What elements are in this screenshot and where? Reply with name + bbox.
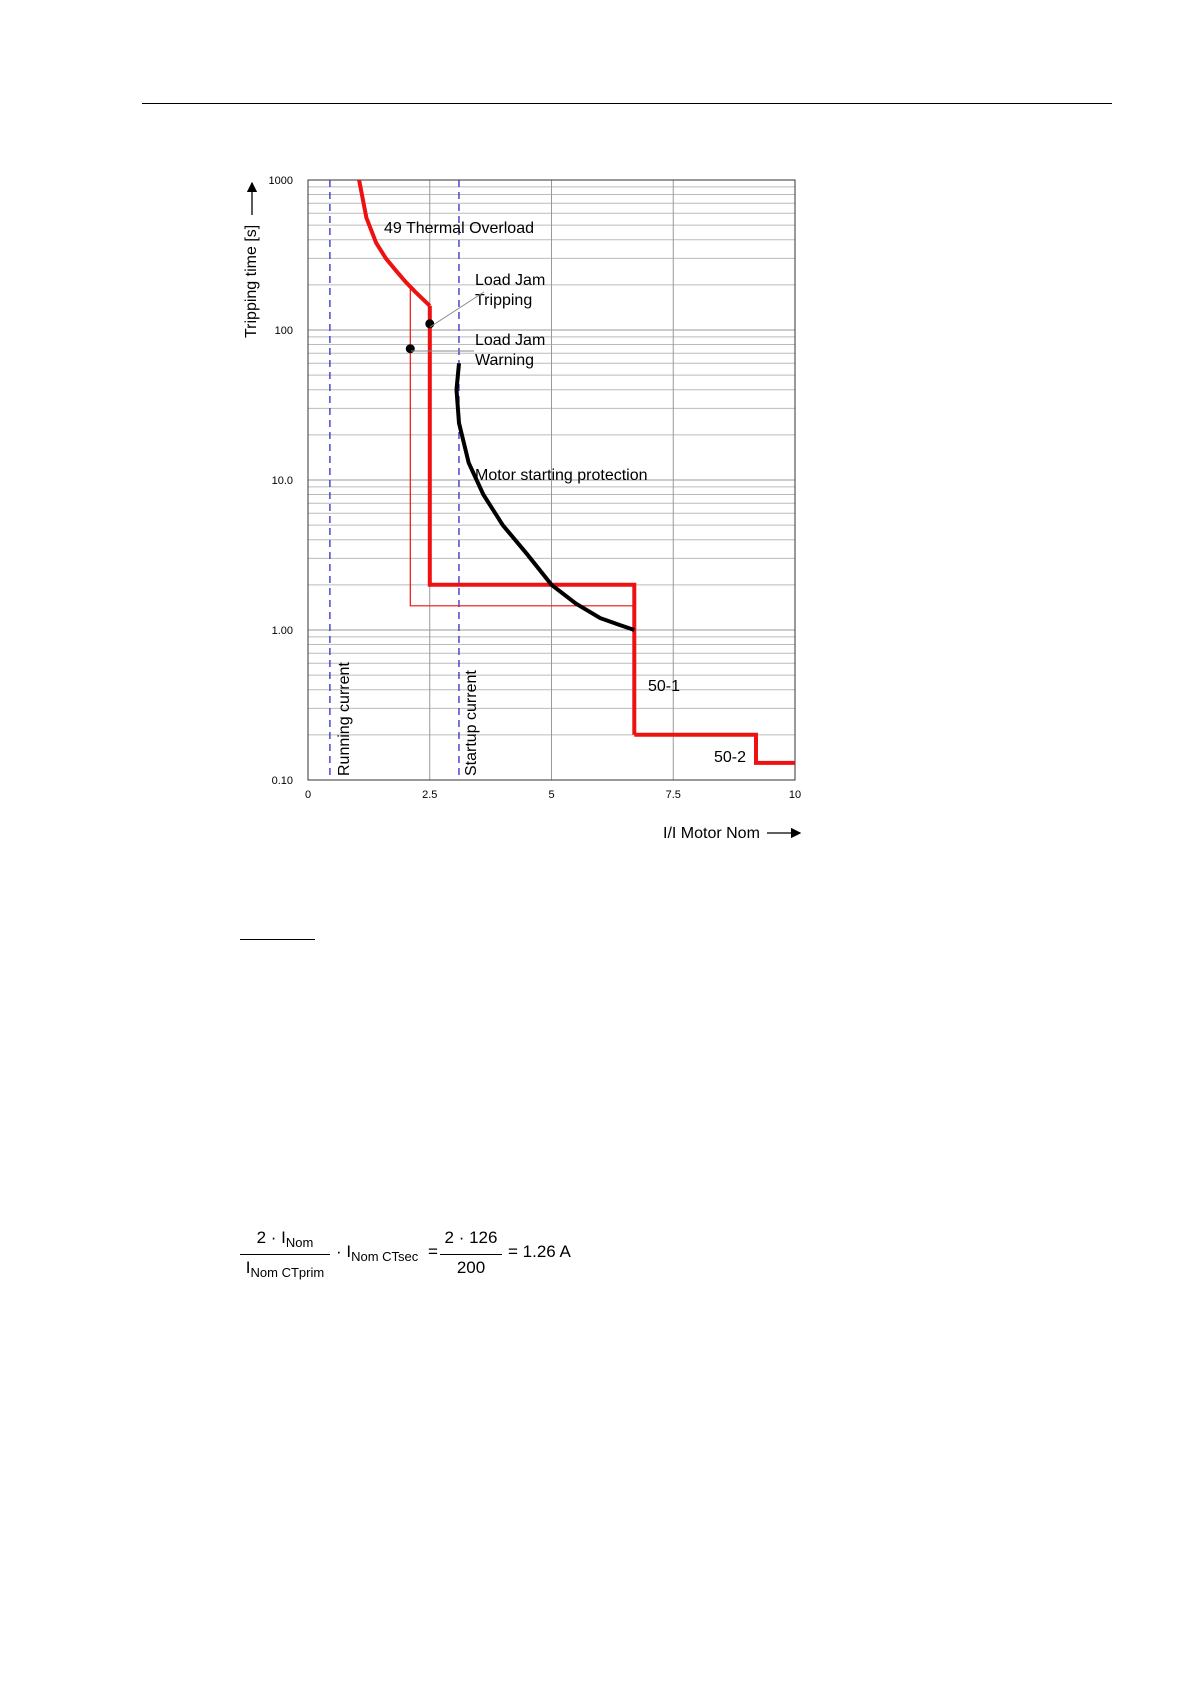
series-line-50-1 <box>430 306 635 735</box>
annotation-load-jam-warning-line1: Load Jam <box>475 332 546 349</box>
annotation-load-jam-tripping-line1: Load Jam <box>475 272 546 289</box>
y-axis-title: Tripping time [s] <box>243 224 260 338</box>
annotation-thermal-overload: 49 Thermal Overload <box>384 220 534 237</box>
formula-bar-b <box>440 1254 502 1255</box>
y-tick-label: 1000 <box>268 175 293 187</box>
formula-bar-a <box>240 1254 330 1255</box>
x-tick-label: 5 <box>548 789 555 801</box>
y-tick-label: 0.10 <box>271 775 293 787</box>
marker-load-jam-warning <box>406 344 415 353</box>
x-tick-label: 2.5 <box>422 789 438 801</box>
x-tick-label: 7.5 <box>665 789 681 801</box>
y-tick-label: 100 <box>274 325 293 337</box>
ct-current-formula <box>240 1228 580 1288</box>
annotation-50-1: 50-1 <box>648 678 681 695</box>
leader-load-jam-tripping <box>430 292 484 327</box>
x-axis-title: I/I Motor Nom <box>663 825 760 842</box>
y-tick-label: 10.0 <box>271 475 293 487</box>
formula-fraction-a <box>240 1228 330 1288</box>
annotation-running-current: Running current <box>336 662 353 776</box>
formula-multiplier: · $I_{Nom CTsec}$ <box>336 1242 419 1264</box>
marker-load-jam-tripping <box>425 319 434 328</box>
y-tick-label: 1.00 <box>271 625 293 637</box>
formula-numerator-b: 2 · 126 <box>444 1228 498 1247</box>
annotation-load-jam-tripping-line2: Tripping <box>475 292 533 309</box>
x-tick-label: 0 <box>304 789 312 801</box>
formula-numerator-a: $2 \cdot I_{Nom}$ <box>256 1228 314 1250</box>
formula-fraction-b <box>440 1228 502 1288</box>
annotation-motor-starting: Motor starting protection <box>475 467 648 484</box>
formula-result: = 1.26 A <box>508 1242 571 1261</box>
series-line-49-thermal-overload <box>359 180 430 306</box>
annotation-load-jam-warning-line2: Warning <box>475 352 534 369</box>
annotation-50-2: 50-2 <box>714 749 747 766</box>
section-rule <box>240 939 315 940</box>
x-tick-label: 10 <box>788 789 802 801</box>
annotation-startup-current: Startup current <box>463 670 480 776</box>
formula-equals-1: = <box>428 1242 438 1261</box>
formula-denominator-a: $I_{Nom CTprim}$ <box>245 1258 325 1280</box>
formula-denominator-b: 200 <box>456 1258 486 1277</box>
series-line-motor-starting-protection <box>457 363 635 630</box>
